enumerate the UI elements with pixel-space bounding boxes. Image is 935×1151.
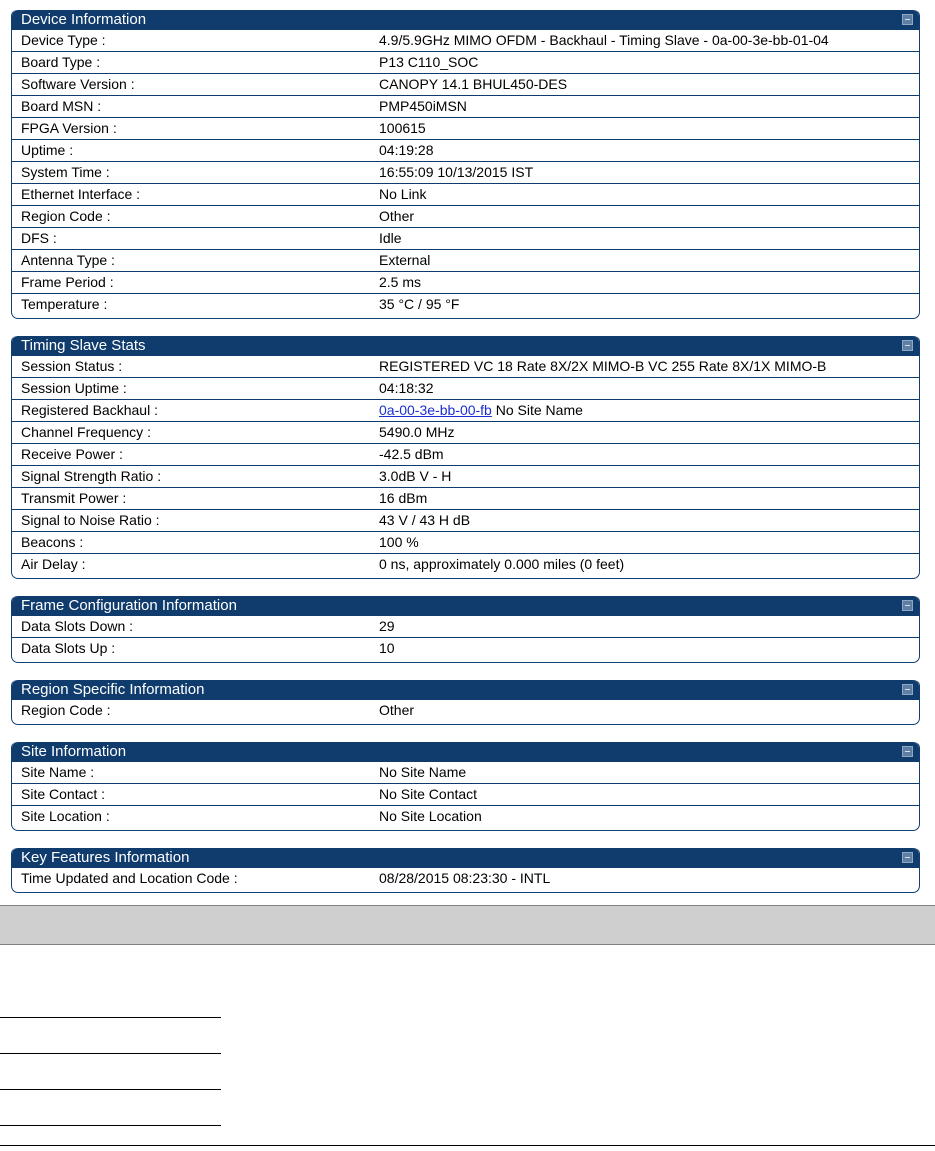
- row-value: No Site Contact: [379, 786, 478, 802]
- table-row: [12, 444, 919, 466]
- row-value: 5490.0 MHz: [379, 424, 455, 440]
- row-value: 100615: [379, 120, 426, 136]
- table-row: [12, 52, 919, 74]
- table-row: [12, 272, 919, 294]
- collapse-icon[interactable]: [902, 684, 913, 695]
- row-label: Board MSN :: [21, 98, 102, 114]
- table-row: [12, 638, 919, 660]
- row-value: 43 V / 43 H dB: [379, 512, 471, 528]
- row-label: Receive Power :: [21, 446, 123, 462]
- row-label: Signal to Noise Ratio :: [21, 512, 160, 528]
- panel-title: Region Specific Information: [21, 681, 205, 698]
- table-row: [12, 532, 919, 554]
- key-features-panel: [11, 848, 920, 893]
- table-row: [12, 554, 919, 576]
- row-value: P13 C110_SOC: [379, 54, 479, 70]
- collapse-icon[interactable]: [902, 14, 913, 25]
- row-value: 16 dBm: [379, 490, 428, 506]
- table-row: [12, 784, 919, 806]
- row-label: Beacons :: [21, 534, 84, 550]
- row-label: Session Status :: [21, 358, 123, 374]
- row-value: Idle: [379, 230, 402, 246]
- row-value: REGISTERED VC 18 Rate 8X/2X MIMO-B VC 255 Rate 8X/1X MIMO-B: [379, 358, 827, 374]
- row-value: [379, 400, 919, 421]
- table-row: [12, 510, 919, 532]
- registered-backhaul-link[interactable]: 0a-00-3e-bb-00-fb: [379, 402, 492, 418]
- row-label: Device Type :: [21, 32, 106, 48]
- panel-title: Device Information: [21, 11, 147, 28]
- timing-slave-stats-header: [12, 336, 919, 356]
- row-label: Transmit Power :: [21, 490, 127, 506]
- table-separator: [0, 1125, 221, 1126]
- panel-title: Frame Configuration Information: [21, 597, 237, 614]
- row-value: PMP450iMSN: [379, 98, 467, 114]
- site-information-panel: [11, 742, 920, 831]
- table-row: [12, 228, 919, 250]
- table-row: [12, 868, 919, 890]
- row-value: External: [379, 252, 431, 268]
- row-label: Software Version :: [21, 76, 135, 92]
- row-label: Signal Strength Ratio :: [21, 468, 162, 484]
- region-specific-header: [12, 680, 919, 700]
- row-label: Temperature :: [21, 296, 108, 312]
- row-label: Data Slots Down :: [21, 618, 134, 634]
- row-value: 29: [379, 618, 395, 634]
- site-information-header: [12, 742, 919, 762]
- table-bottom-border: [0, 1145, 935, 1146]
- table-separator: [0, 1017, 221, 1018]
- row-label: Data Slots Up :: [21, 640, 116, 656]
- table-header-bar: [0, 905, 935, 945]
- row-label: Session Uptime :: [21, 380, 127, 396]
- site-name-text: No Site Name: [491, 402, 583, 418]
- row-label: Site Contact :: [21, 786, 106, 802]
- table-row: [12, 118, 919, 140]
- table-row: [12, 140, 919, 162]
- row-value: Other: [379, 208, 415, 224]
- collapse-icon[interactable]: [902, 746, 913, 757]
- table-row: [12, 184, 919, 206]
- collapse-icon[interactable]: [902, 340, 913, 351]
- row-value: 04:19:28: [379, 142, 434, 158]
- row-label: Board Type :: [21, 54, 101, 70]
- frame-configuration-panel: [11, 596, 920, 663]
- frame-configuration-header: [12, 596, 919, 616]
- row-value: 0 ns, approximately 0.000 miles (0 feet): [379, 556, 625, 572]
- table-row: [12, 30, 919, 52]
- table-row: [12, 294, 919, 316]
- row-label: Region Code :: [21, 208, 111, 224]
- table-row: [12, 466, 919, 488]
- table-row: [12, 616, 919, 638]
- empty-table: [0, 905, 935, 1151]
- row-label: Frame Period :: [21, 274, 114, 290]
- row-label: FPGA Version :: [21, 120, 117, 136]
- row-value: CANOPY 14.1 BHUL450-DES: [379, 76, 568, 92]
- row-value: 3.0dB V - H: [379, 468, 452, 484]
- row-value: No Link: [379, 186, 427, 202]
- table-row: [12, 378, 919, 400]
- device-information-header: [12, 10, 919, 30]
- row-value: No Site Location: [379, 808, 482, 824]
- region-specific-panel: [11, 680, 920, 725]
- panel-title: Key Features Information: [21, 849, 190, 866]
- table-row: [12, 356, 919, 378]
- panel-title: Timing Slave Stats: [21, 337, 146, 354]
- row-value: 100 %: [379, 534, 419, 550]
- table-row: [12, 762, 919, 784]
- table-row: [12, 162, 919, 184]
- row-label: Uptime :: [21, 142, 74, 158]
- row-label: Registered Backhaul :: [21, 402, 158, 418]
- row-value: -42.5 dBm: [379, 446, 444, 462]
- table-row: [12, 74, 919, 96]
- row-value: 16:55:09 10/13/2015 IST: [379, 164, 534, 180]
- row-label: Time Updated and Location Code :: [21, 870, 238, 886]
- row-label: Antenna Type :: [21, 252, 115, 268]
- device-information-panel: [11, 10, 920, 319]
- row-value: 08/28/2015 08:23:30 - INTL: [379, 870, 551, 886]
- table-row: [12, 206, 919, 228]
- row-label: Ethernet Interface :: [21, 186, 141, 202]
- row-value: Other: [379, 702, 415, 718]
- row-value: 2.5 ms: [379, 274, 422, 290]
- key-features-header: [12, 848, 919, 868]
- row-value: No Site Name: [379, 764, 467, 780]
- panel-title: Site Information: [21, 743, 127, 760]
- row-value: 35 °C / 95 °F: [379, 296, 460, 312]
- table-row: [12, 488, 919, 510]
- collapse-icon[interactable]: [902, 852, 913, 863]
- row-label: Site Location :: [21, 808, 110, 824]
- collapse-icon[interactable]: [902, 600, 913, 611]
- row-label: Air Delay :: [21, 556, 86, 572]
- row-label: Channel Frequency :: [21, 424, 151, 440]
- row-label: System Time :: [21, 164, 110, 180]
- row-label: DFS :: [21, 230, 57, 246]
- row-label: Region Code :: [21, 702, 111, 718]
- table-row: [12, 400, 919, 422]
- table-row: [12, 700, 919, 722]
- row-value: 10: [379, 640, 395, 656]
- timing-slave-stats-panel: [11, 336, 920, 579]
- table-row: [12, 96, 919, 118]
- table-row: [12, 250, 919, 272]
- table-separator: [0, 1089, 221, 1090]
- table-row: [12, 806, 919, 828]
- table-separator: [0, 1053, 221, 1054]
- row-value: 04:18:32: [379, 380, 434, 396]
- row-label: Site Name :: [21, 764, 95, 780]
- row-value: 4.9/5.9GHz MIMO OFDM - Backhaul - Timing Slave - 0a-00-3e-bb-01-04: [379, 32, 829, 48]
- table-row: [12, 422, 919, 444]
